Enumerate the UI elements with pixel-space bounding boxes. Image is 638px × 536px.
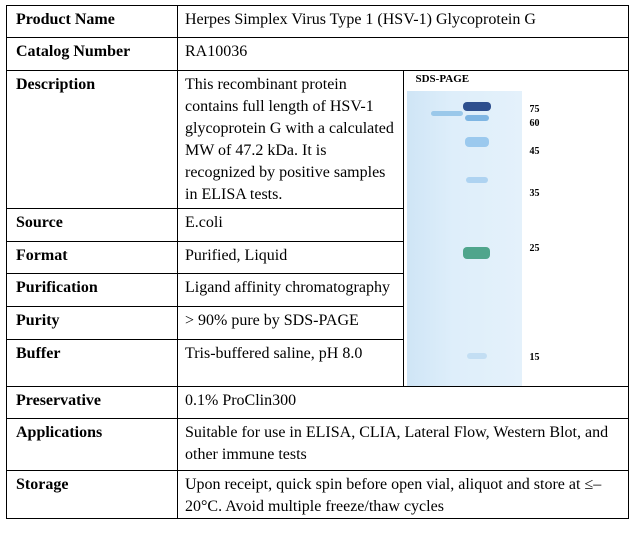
value-storage: Upon receipt, quick spin before open vial, aliquot and store at ≤–20°C. Avoid multiple freeze/thaw cycles (178, 471, 629, 519)
mw-label-75: 75 (529, 104, 540, 115)
row-description (7, 71, 629, 209)
row-product-name (7, 6, 629, 38)
marker-band-75 (463, 102, 491, 111)
sds-page-panel (403, 71, 629, 387)
row-storage (7, 471, 629, 519)
label-format: Format (7, 242, 178, 274)
value-product-name: Herpes Simplex Virus Type 1 (HSV-1) Glycoprotein G (178, 6, 629, 38)
sample-lane-band (431, 111, 463, 116)
label-storage: Storage (7, 471, 178, 519)
sds-page-gel-image (407, 91, 522, 386)
mw-label-15: 15 (529, 352, 540, 363)
row-catalog-number (7, 38, 629, 71)
mw-label-60: 60 (529, 118, 540, 129)
label-preservative: Preservative (7, 387, 178, 419)
marker-band-25 (463, 247, 490, 259)
value-preservative: 0.1% ProClin300 (178, 387, 629, 419)
value-purity: > 90% pure by SDS-PAGE (178, 307, 404, 340)
label-purification: Purification (7, 274, 178, 307)
label-applications: Applications (7, 419, 178, 471)
gel-title: SDS-PAGE (415, 73, 470, 85)
mw-label-25: 25 (529, 243, 540, 254)
label-description: Description (7, 71, 178, 209)
product-spec-table (6, 5, 629, 519)
label-product-name: Product Name (7, 6, 178, 38)
label-source: Source (7, 209, 178, 242)
mw-label-45: 45 (529, 146, 540, 157)
value-description: This recombinant protein contains full length of HSV-1 glycoprotein G with a calculated MW of 47.2 kDa. It is recognized by positive samples in ELISA tests. (178, 71, 404, 209)
value-catalog-number: RA10036 (178, 38, 629, 71)
value-format: Purified, Liquid (178, 242, 404, 274)
label-catalog-number: Catalog Number (7, 38, 178, 71)
row-applications (7, 419, 629, 471)
marker-band-60 (465, 115, 489, 121)
marker-band-35 (466, 177, 488, 183)
value-applications: Suitable for use in ELISA, CLIA, Lateral Flow, Western Blot, and other immune tests (178, 419, 629, 471)
row-preservative (7, 387, 629, 419)
marker-band-45 (465, 137, 489, 147)
marker-band-15 (467, 353, 487, 359)
value-buffer: Tris-buffered saline, pH 8.0 (178, 340, 404, 387)
value-source: E.coli (178, 209, 404, 242)
mw-label-35: 35 (529, 188, 540, 199)
label-purity: Purity (7, 307, 178, 340)
value-purification: Ligand affinity chromatography (178, 274, 404, 307)
label-buffer: Buffer (7, 340, 178, 387)
